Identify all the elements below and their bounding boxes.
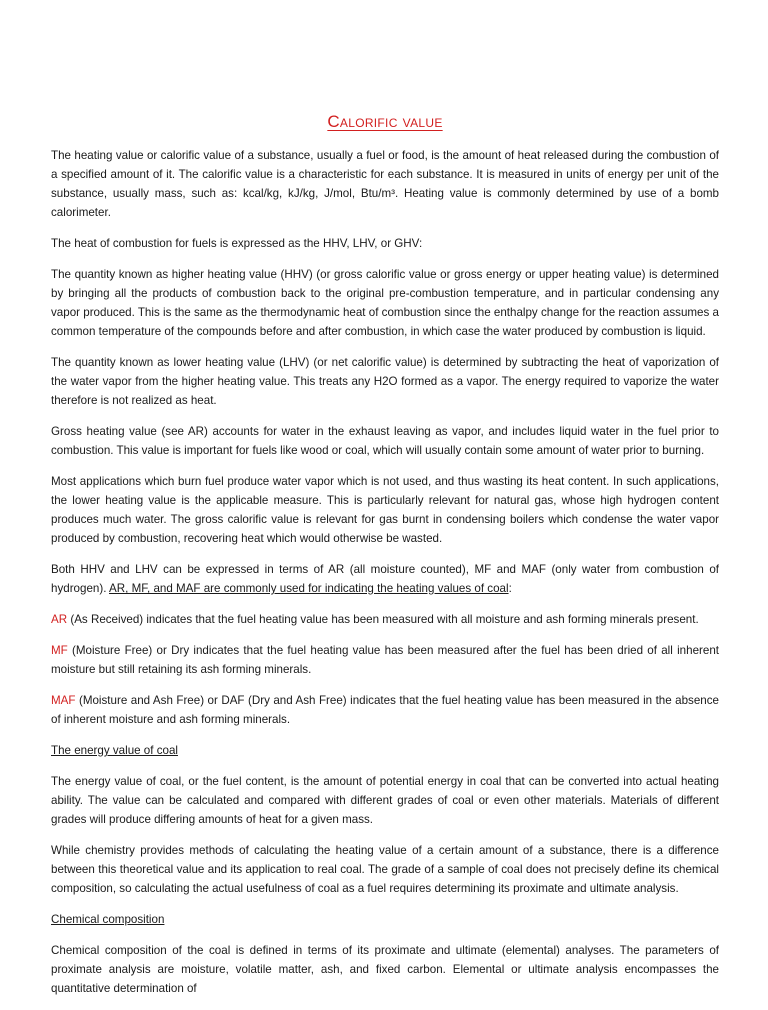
- chemistry-paragraph: While chemistry provides methods of calculating the heating value of a certain amount of a substance, there is a difference between this theoretical value and its application to real coal. The grade of a sample of coal does not precisely define its chemical composition, so calculating the actual usefulness of coal as a fuel requires determining its proximate and ultimate analysis.: [51, 844, 719, 895]
- mf-definition: [51, 641, 719, 679]
- lhv-paragraph: The quantity known as lower heating value (LHV) (or net calorific value) is determined by subtracting the heat of vaporization of the water vapor from the higher heating value. This treats any H2O formed as a vapor. The energy required to vaporize the water therefore is not realized as heat.: [51, 356, 719, 407]
- ar-mf-maf-text: Both HHV and LHV can be expressed in terms of AR (all moisture counted), MF and MAF (only water from combustion of hydrogen).: [51, 563, 719, 595]
- ar-mf-maf-colon: :: [508, 582, 512, 595]
- mf-term: MF: [51, 644, 68, 657]
- energy-paragraph: The energy value of coal, or the fuel content, is the amount of potential energy in coal that can be converted into actual heating ability. The value can be calculated and compared with different grades of coal or even other materials. Materials of different grades will produce differing amounts of heat for a given mass.: [51, 775, 719, 826]
- composition-paragraph: Chemical composition of the coal is defined in terms of its proximate and ultimate (elemental) analyses. The parameters of proximate analysis are moisture, volatile matter, ash, and fixed carbon. Elemental or ultimate analysis encompasses the quantitative determination of: [51, 944, 719, 995]
- gross-heating-paragraph: Gross heating value (see AR) accounts for water in the exhaust leaving as vapor, and includes liquid water in the fuel prior to combustion. This value is important for fuels like wood or coal, which will usually contain some amount of water prior to burning.: [51, 425, 719, 457]
- heat-of-combustion-paragraph: The heat of combustion for fuels is expressed as the HHV, LHV, or GHV:: [51, 237, 423, 250]
- mf-text: (Moisture Free) or Dry indicates that the fuel heating value has been measured after the fuel has been dried of all inherent moisture but still retaining its ash forming minerals.: [51, 644, 719, 676]
- section-heading-chemical: Chemical composition: [51, 913, 165, 926]
- page-title: Calorific value: [327, 112, 443, 131]
- intro-paragraph: The heating value or calorific value of a substance, usually a fuel or food, is the amount of heat released during the combustion of a specified amount of it. The calorific value is a characteristic for each substance. It is measured in units of energy per unit of the substance, usually mass, such as: kcal/kg, kJ/kg, J/mol, Btu/m³. Heating value is commonly determined by use of a bomb calorimeter.: [51, 149, 719, 219]
- section-heading-energy: The energy value of coal: [51, 744, 178, 757]
- maf-term: MAF: [51, 694, 76, 707]
- ar-definition: [51, 610, 719, 629]
- ar-mf-maf-underlined: AR, MF, and MAF are commonly used for indicating the heating values of coal: [109, 582, 509, 595]
- maf-definition: [51, 691, 719, 729]
- hhv-paragraph: The quantity known as higher heating value (HHV) (or gross calorific value or gross energy or upper heating value) is determined by bringing all the products of combustion back to the original pre-combustion temperature, and in particular condensing any vapor produced. This is the same as the thermodynamic heat of combustion since the enthalpy change for the reaction assumes a common temperature of the compounds before and after combustion, in which case the water produced by combustion is liquid.: [51, 268, 719, 338]
- document-page: [51, 112, 719, 1010]
- applications-paragraph: Most applications which burn fuel produce water vapor which is not used, and thus wasting its heat content. In such applications, the lower heating value is the applicable measure. This is particularly relevant for natural gas, whose high hydrogen content produces much water. The gross calorific value is relevant for gas burnt in condensing boilers which condense the water vapor produced by combustion, recovering heat which would otherwise be wasted.: [51, 475, 719, 545]
- maf-text: (Moisture and Ash Free) or DAF (Dry and Ash Free) indicates that the fuel heating value has been measured in the absence of inherent moisture and ash forming minerals.: [51, 694, 719, 726]
- ar-term: AR: [51, 613, 68, 626]
- ar-mf-maf-paragraph: [51, 560, 719, 598]
- ar-text: (As Received) indicates that the fuel heating value has been measured with all moisture and ash forming minerals present.: [67, 613, 699, 626]
